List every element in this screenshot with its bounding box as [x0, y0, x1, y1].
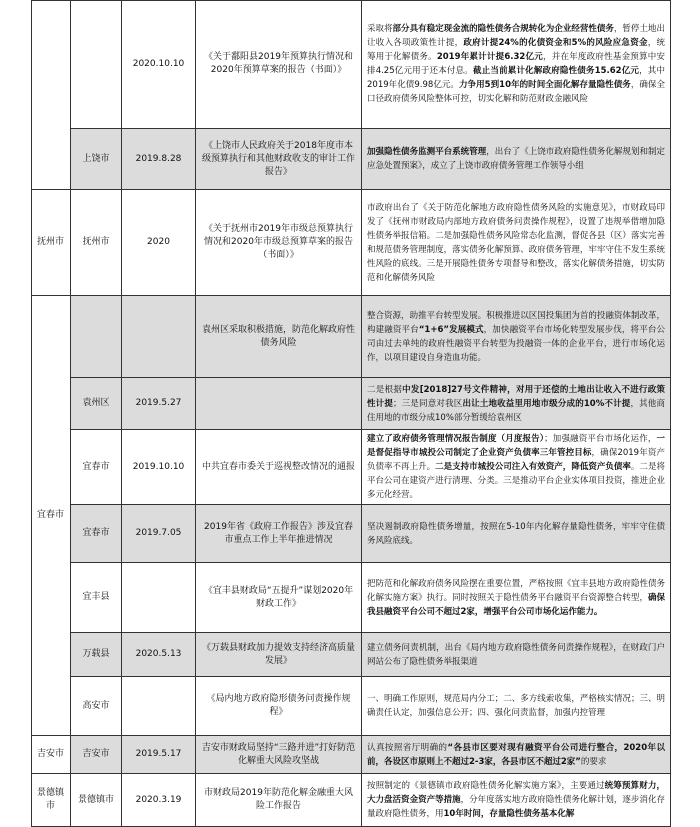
city-cell	[31, 190, 71, 296]
content-cell	[362, 0, 671, 129]
document-cell-text: 袁州区采取积极措施，防范化解政府性债务风险	[201, 324, 355, 348]
county-cell	[71, 633, 122, 677]
date-cell-text: 2020.5.13	[135, 649, 182, 659]
date-cell	[122, 296, 196, 378]
content-segment: 整合资源，助推平台转型发展。积极推进以区国投集团为首的投融资体制改革，构建融资平台	[367, 310, 665, 335]
content-segment: ；三是同意对我区	[393, 398, 463, 409]
content-bold-segment: “各县市区要对现有融资平台公司进行整合，2020年以前，各设区市原则上不超过2-3家，各县市区不超过2家”	[367, 742, 665, 767]
city-cell	[31, 774, 71, 827]
city-cell	[31, 296, 71, 736]
content-segment: 一、明确工作原则，规范局内分工；二、多方线索收集，严格核实情况；三、明确责任认定，加强信息公开；四、强化问责监督，加强内控管理	[367, 694, 665, 718]
content-segment: 按照制定的《景德镇市政府隐性债务化解实施方案》，主要通过	[367, 781, 605, 791]
county-cell-text: 宜丰县	[82, 592, 110, 602]
county-cell	[71, 378, 122, 430]
content-text	[367, 692, 665, 720]
content-cell	[362, 430, 671, 505]
document-cell-text: 《上饶市人民政府关于2018年度市本级预算执行和其他财政收支的审计工作报告》	[201, 140, 355, 177]
content-segment: ，出台了《上饶市政府隐性债务化解规划和制定应急处置预案》	[367, 147, 665, 171]
document-cell-text: 《关于抚州市2019年市级总预算执行情况和2020年市级总预算草案的报告（书面）》	[204, 224, 353, 260]
document-cell	[196, 378, 362, 430]
date-cell	[122, 378, 196, 430]
date-cell-text: 2019.10.10	[132, 461, 185, 472]
county-cell	[71, 774, 122, 827]
county-cell	[71, 0, 122, 129]
county-cell	[71, 677, 122, 736]
content-bold-segment: 出让土地收益里用地市级分成的10%不计提	[462, 398, 631, 409]
county-cell-text: 上饶市	[82, 153, 110, 164]
content-bold-segment: 统筹预算财力，大力盘活资金资产等措施	[367, 781, 665, 805]
content-segment: 建立债务问责机制，出台《局内地方政府隐性债务问责操作规程》，在财政门户网站公布了隐性债务举报渠道	[367, 642, 665, 667]
content-bold-segment: 部分具有稳定现金流的隐性债务合规转化为企业经营性债务	[392, 24, 614, 34]
content-segment: ；加强融资平台市场化运作，	[544, 434, 657, 444]
content-segment: ，暂停土地出让收入各项政策性计提，	[367, 24, 665, 48]
content-segment: ，其中2019年化债9.98亿元。	[367, 66, 665, 90]
content-bold-segment: 一是督促指导市城投公司制定了企业资产负债率三年管控目标	[367, 434, 665, 458]
content-bold-segment: 建立了政府债务管理情况报告制度（月度报告）	[367, 434, 545, 444]
county-cell-text: 宜春市	[82, 528, 110, 538]
date-cell	[122, 736, 196, 774]
county-cell	[71, 129, 122, 190]
content-segment: ，成立了上饶市政府债务管理工作领导小组	[422, 161, 584, 171]
content-segment: ，加快融资平台市场化转型发展步伐，将平台公司由过去单纯的政府性融资平台转型为投融资一体的企业平台，进行市场化运作，以项目建设自身造血功能。	[367, 324, 665, 363]
content-segment: ，确保2019年资产负债率不再上升。	[367, 448, 665, 472]
content-segment: 采取将	[367, 24, 393, 34]
date-cell-text: 2019.5.17	[135, 749, 182, 759]
content-text	[367, 577, 665, 619]
content-segment: 。二是将平台公司在建资产进行清理、分类。三是推动平台企业实体项目投资，推进企业多元化经营。	[367, 462, 665, 500]
date-cell-text: 2019.7.05	[135, 528, 182, 538]
content-segment: ，其他商住用地的市级分成10%部分暂缓给袁州区	[367, 398, 665, 423]
content-cell	[362, 774, 671, 827]
county-cell	[71, 505, 122, 563]
document-cell	[196, 633, 362, 677]
date-cell	[122, 563, 196, 633]
county-cell	[71, 736, 122, 774]
document-cell-text: 市财政局2019年防范化解金融重大风险工作报告	[204, 788, 353, 811]
document-cell	[196, 129, 362, 190]
document-cell	[196, 774, 362, 827]
content-bold-segment: 10年时间，存量隐性债务基本化解	[443, 809, 575, 819]
document-cell-text: 《局内地方政府隐形债务问责操作规程》	[206, 694, 351, 717]
date-cell	[122, 505, 196, 563]
content-bold-segment: 二是支持市城投公司注入有效资产，降低资产负债率	[435, 462, 631, 472]
content-text	[367, 520, 665, 548]
content-cell	[362, 633, 671, 677]
county-cell-text: 景德镇市	[77, 794, 114, 805]
content-cell	[362, 378, 671, 430]
content-cell	[362, 190, 671, 296]
content-segment: 的要求	[580, 756, 607, 767]
document-cell	[196, 677, 362, 736]
content-segment: ，确保全口径政府债务风险整体可控，切实化解和防范财政金融风险	[367, 80, 665, 104]
content-bold-segment: 中发[2018]27号文件精神	[402, 384, 508, 395]
county-cell	[71, 190, 122, 296]
document-cell	[196, 0, 362, 129]
city-cell-text: 宜春市	[36, 510, 64, 520]
date-cell-text: 2019.5.27	[135, 398, 182, 408]
document-cell	[196, 430, 362, 505]
debt-table	[31, 0, 671, 827]
date-cell	[122, 633, 196, 677]
content-text	[367, 641, 665, 669]
document-cell	[196, 563, 362, 633]
content-segment: ，并在年度政府性基金预算中安排4.25亿元用于还本付息。	[367, 52, 665, 76]
content-cell	[362, 296, 671, 378]
document-cell	[196, 296, 362, 378]
county-cell-text: 万载县	[82, 649, 110, 659]
date-cell	[122, 129, 196, 190]
content-cell	[362, 505, 671, 563]
content-bold-segment: “1+6”发展模式	[418, 324, 484, 335]
city-cell	[31, 736, 71, 774]
date-cell-text: 2020.3.19	[135, 794, 182, 805]
county-cell	[71, 563, 122, 633]
content-cell	[362, 736, 671, 774]
date-cell	[122, 677, 196, 736]
content-segment: 市政府出台了《关于防范化解地方政府隐性债务风险的实施意见》，市财政局印发了《抚州市财政局内部地方政府债务问责操作规程》，设置了违规举借增加隐性债务举报信箱。二是加强隐性债务风险常态化监测，督促各县（区）落实完善和规范债务管理制度，落实债务化解预算、政府债务管理，牢牢守住不发生系统性风险的底线。三是开展隐性债务专项督导和整改，落实化解债务措施，切实防范和化解债务风险	[367, 202, 665, 283]
city-cell	[31, 0, 71, 190]
document-cell-text: 《宜丰县财政局“五提升”谋划2020年财政工作》	[203, 585, 354, 609]
date-cell	[122, 190, 196, 296]
content-bold-segment: 力争用5到10年的时间全面化解存量隐性债务	[459, 80, 631, 90]
content-text	[367, 145, 665, 173]
content-text	[367, 779, 665, 821]
content-segment: ，分年度落实地方政府隐性债务化解计划，逐步消化存量政府隐性债务，用	[367, 795, 665, 819]
county-cell-text: 袁州区	[82, 398, 110, 408]
document-cell-text: 中共宜春市委关于巡视整改情况的通报	[201, 461, 355, 472]
content-bold-segment: 2019年累计计提6.32亿元	[436, 52, 544, 62]
content-bold-segment: 截止当前累计化解政府隐性债务15.62亿元	[473, 66, 640, 76]
content-bold-segment: 确保我县融资平台公司不超过2家，增强平台公司市场化运作能力。	[367, 592, 665, 617]
document-cell-text: 《万载县财政加力提效支持经济高质量发展》	[201, 642, 355, 666]
content-segment: 二是根据	[367, 384, 403, 395]
county-cell-text: 抚州市	[82, 237, 110, 247]
content-segment: 把防范和化解政府债务风险摆在重要位置，严格按照《宜丰县地方政府隐性债务化解实施方案》执行。同时按照关于隐性债务平台融资平台资源整合转型，	[367, 578, 665, 603]
city-cell-text: 景德镇市	[36, 788, 64, 811]
date-cell-text: 2020	[147, 237, 170, 247]
document-cell	[196, 190, 362, 296]
content-bold-segment: 加强隐性债务监测平台系统管理	[367, 147, 487, 157]
content-text	[367, 383, 665, 425]
content-text	[367, 432, 665, 502]
county-cell-text: 宜春市	[82, 461, 110, 472]
date-cell	[122, 430, 196, 505]
date-cell	[122, 774, 196, 827]
document-cell	[196, 505, 362, 563]
city-cell-text: 吉安市	[36, 749, 64, 759]
content-text	[367, 309, 665, 365]
content-text	[367, 22, 665, 106]
date-cell	[122, 0, 196, 129]
content-cell	[362, 129, 671, 190]
document-cell	[196, 736, 362, 774]
content-cell	[362, 563, 671, 633]
city-cell-text: 抚州市	[36, 237, 64, 247]
content-text	[367, 201, 665, 285]
content-text	[367, 741, 665, 769]
county-cell	[71, 296, 122, 378]
content-cell	[362, 677, 671, 736]
document-cell-text: 2019年省《政府工作报告》涉及宜春市重点工作上半年推进情况	[204, 521, 353, 545]
content-bold-segment: 政府计提24%的化债资金和5%的风险应急资金	[463, 38, 648, 48]
document-cell-text: 吉安市财政局坚持“三路并进”打好防范化解重大风险攻坚战	[201, 742, 356, 766]
county-cell-text: 吉安市	[82, 749, 110, 759]
date-cell-text: 2020.10.10	[132, 58, 185, 69]
content-segment: 认真按照省厅明确的	[367, 742, 448, 753]
date-cell-text: 2019.8.28	[135, 153, 182, 164]
content-bold-segment: ，对用于还偿的土地出让收入不进行政策性计提	[367, 384, 665, 409]
content-segment: ，统筹用于化解债务。	[367, 38, 665, 62]
content-segment: 坚决遏制政府隐性债务增量，按照在5-10年内化解存量隐性债务，牢牢守住债务风险底线。	[367, 521, 665, 546]
document-cell-text: 《关于鄱阳县2019年预算执行情况和2020年预算草案的报告（书面）》	[204, 52, 353, 75]
county-cell-text: 高安市	[82, 700, 110, 711]
county-cell	[71, 430, 122, 505]
